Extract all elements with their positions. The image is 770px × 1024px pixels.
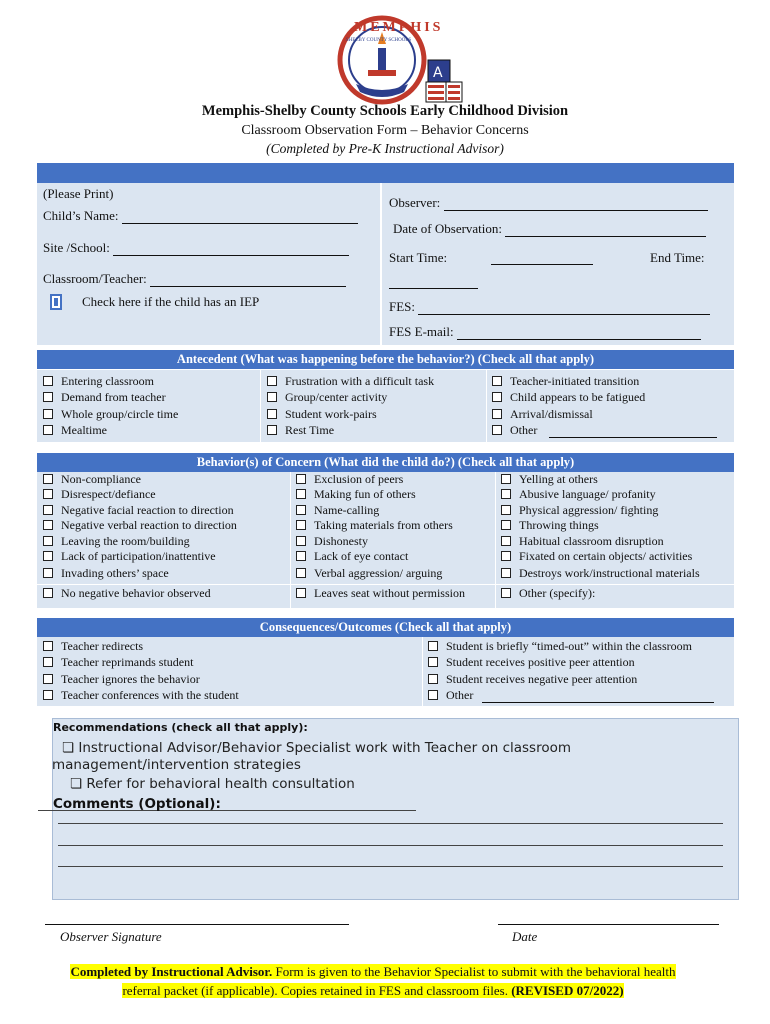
option-label: Taking materials from others — [314, 518, 453, 532]
district-logo — [332, 14, 444, 108]
checkbox-icon[interactable] — [43, 505, 53, 515]
checkbox-option[interactable] — [492, 390, 645, 405]
checkbox-icon[interactable] — [43, 489, 53, 499]
comment-line-1[interactable] — [58, 823, 723, 824]
behavior-heading: Behavior(s) of Concern (What did the child do?) (Check all that apply) — [37, 453, 734, 472]
date-of-observation-field[interactable] — [393, 221, 706, 237]
checkbox-option[interactable] — [43, 390, 166, 405]
option-label: Yelling at others — [519, 472, 598, 486]
checkbox-icon[interactable] — [43, 588, 53, 598]
option-label: Non-compliance — [61, 472, 141, 486]
iep-label: Check here if the child has an IEP — [82, 294, 260, 309]
checkbox-icon[interactable] — [296, 536, 306, 546]
checkbox-option[interactable] — [492, 423, 537, 438]
option-label: Making fun of others — [314, 487, 416, 501]
option-label: Name-calling — [314, 503, 380, 517]
checkbox-option[interactable] — [492, 374, 639, 389]
checkbox-option[interactable] — [492, 407, 593, 422]
checkbox-option[interactable] — [43, 503, 234, 518]
comment-line-3[interactable] — [58, 866, 723, 867]
checkbox-option[interactable] — [501, 518, 599, 533]
rec-instructional-advisor-cont: management/intervention strategies — [52, 757, 301, 773]
checkbox-option[interactable] — [43, 672, 200, 687]
option-label: Arrival/dismissal — [510, 407, 593, 421]
checkbox-icon[interactable] — [492, 376, 502, 386]
checkbox-icon[interactable] — [296, 474, 306, 484]
checkbox-icon[interactable] — [428, 674, 438, 684]
option-label: Leaving the room/building — [61, 534, 190, 548]
date-of-observation-label: Date of Observation: — [393, 221, 503, 236]
checkbox-icon[interactable] — [43, 376, 53, 386]
fes-email-label: FES E-mail: — [389, 324, 454, 339]
option-label: Child appears to be fatigued — [510, 390, 646, 404]
checkbox-icon[interactable] — [501, 520, 511, 530]
footer-note — [50, 962, 696, 1000]
option-label: Student work-pairs — [285, 407, 377, 421]
option-label: Other (specify): — [519, 586, 596, 600]
option-label: Verbal aggression/ arguing — [314, 566, 443, 580]
recommendations-title: Recommendations (check all that apply): — [53, 721, 308, 734]
checkbox-icon[interactable] — [492, 425, 502, 435]
option-label: Leaves seat without permission — [314, 586, 465, 600]
checkbox-option[interactable] — [43, 534, 190, 549]
checkbox-option[interactable] — [296, 566, 442, 581]
checkbox-icon[interactable] — [296, 588, 306, 598]
checkbox-icon[interactable] — [43, 690, 53, 700]
checkbox-option[interactable] — [43, 586, 211, 601]
checkbox-icon[interactable] — [296, 520, 306, 530]
checkbox-icon[interactable] — [43, 474, 53, 484]
checkbox-option[interactable] — [267, 374, 434, 389]
checkbox-option[interactable] — [428, 655, 635, 670]
option-label: Rest Time — [285, 423, 335, 437]
checkbox-icon[interactable] — [501, 551, 511, 561]
option-label: Student receives positive peer attention — [446, 655, 635, 669]
footer-text-1: Form is given to the Behavior Specialist to submit with the behavioral health — [272, 964, 676, 979]
other-consequence-line[interactable] — [482, 702, 714, 703]
option-label: Student receives negative peer attention — [446, 672, 638, 686]
fes-field[interactable] — [389, 299, 710, 315]
toy-blocks-icon — [424, 58, 464, 104]
checkbox-option[interactable] — [296, 487, 416, 502]
option-label: Other — [510, 423, 538, 437]
footer-bold-lead: Completed by Instructional Advisor. — [70, 964, 273, 979]
checkbox-option[interactable] — [501, 566, 700, 581]
start-time-input[interactable] — [491, 264, 593, 265]
checkbox-option[interactable] — [43, 639, 143, 654]
checkbox-icon[interactable] — [267, 409, 277, 419]
form-note: (Completed by Pre-K Instructional Advisor) — [266, 141, 504, 156]
option-label: Mealtime — [61, 423, 107, 437]
fes-label: FES: — [389, 299, 416, 314]
option-label: Student is briefly “timed-out” within the classroom — [446, 639, 692, 653]
checkbox-option[interactable] — [267, 390, 387, 405]
checkbox-icon[interactable] — [267, 392, 277, 402]
end-time-input[interactable] — [389, 288, 478, 289]
option-label: Dishonesty — [314, 534, 368, 548]
option-label: Frustration with a difficult task — [285, 374, 435, 388]
checkbox-icon[interactable] — [428, 690, 438, 700]
checkbox-icon[interactable] — [43, 657, 53, 667]
checkbox-option[interactable] — [296, 534, 368, 549]
observer-field[interactable] — [389, 195, 708, 211]
rec-behavioral-health[interactable]: ❏ Refer for behavioral health consultation — [70, 776, 355, 792]
checkbox-option[interactable] — [43, 407, 178, 422]
checkbox-option[interactable] — [43, 423, 107, 438]
fes-email-field[interactable] — [389, 324, 701, 340]
checkbox-option[interactable] — [267, 423, 334, 438]
checkbox-option[interactable] — [501, 503, 658, 518]
checkbox-icon[interactable] — [296, 568, 306, 578]
other-antecedent-line[interactable] — [549, 437, 717, 438]
checkbox-icon[interactable] — [501, 489, 511, 499]
option-label: Group/center activity — [285, 390, 388, 404]
option-label: Throwing things — [519, 518, 599, 532]
comment-line-2[interactable] — [58, 845, 723, 846]
checkbox-option[interactable] — [43, 566, 169, 581]
checkbox-icon[interactable] — [501, 536, 511, 546]
checkbox-icon[interactable] — [501, 474, 511, 484]
checkbox-option[interactable] — [43, 655, 193, 670]
checkbox-option[interactable] — [43, 688, 239, 703]
consequences-heading: Consequences/Outcomes (Check all that apply) — [37, 618, 734, 637]
logo-text: MEMPHIS — [354, 20, 444, 35]
date-label: Date — [512, 929, 538, 944]
checkbox-icon[interactable] — [296, 505, 306, 515]
childs-name-label: Child’s Name: — [43, 208, 119, 223]
checkbox-icon[interactable] — [492, 409, 502, 419]
option-label: Exclusion of peers — [314, 472, 404, 486]
option-label: Other — [446, 688, 474, 702]
option-label: Whole group/circle time — [61, 407, 179, 421]
checkbox-icon[interactable] — [428, 641, 438, 651]
option-label: Invading others’ space — [61, 566, 169, 580]
checkbox-option[interactable] — [43, 518, 237, 533]
checkbox-option[interactable] — [501, 487, 656, 502]
checkbox-icon[interactable] — [296, 551, 306, 561]
childs-name-field[interactable] — [43, 208, 358, 224]
comments-label: Comments (Optional): — [53, 796, 221, 812]
classroom-teacher-label: Classroom/Teacher: — [43, 271, 147, 286]
option-label: Abusive language/ profanity — [519, 487, 656, 501]
option-label: Habitual classroom disruption — [519, 534, 664, 548]
checkbox-option[interactable] — [501, 586, 595, 601]
checkbox-option[interactable] — [43, 549, 216, 564]
classroom-teacher-field[interactable] — [43, 271, 346, 287]
checkbox-option[interactable] — [43, 472, 141, 487]
checkbox-option[interactable] — [501, 472, 598, 487]
option-label: Lack of participation/inattentive — [61, 549, 216, 563]
option-label: Lack of eye contact — [314, 549, 409, 563]
checkbox-icon[interactable] — [501, 568, 511, 578]
checkbox-icon[interactable] — [43, 392, 53, 402]
please-print-label: (Please Print) — [43, 186, 114, 201]
checkbox-icon[interactable] — [296, 489, 306, 499]
option-label: Disrespect/defiance — [61, 487, 156, 501]
option-label: Entering classroom — [61, 374, 154, 388]
footer-revised: (REVISED 07/2022) — [511, 983, 624, 998]
checkbox-option[interactable] — [296, 586, 465, 601]
checkbox-icon[interactable] — [267, 376, 277, 386]
checkbox-icon[interactable] — [501, 505, 511, 515]
iep-checkbox[interactable] — [50, 294, 62, 310]
checkbox-option[interactable] — [296, 549, 408, 564]
checkbox-icon[interactable] — [428, 657, 438, 667]
footer-text-2: referral packet (if applicable). Copies retained in FES and classroom files. — [122, 983, 512, 998]
checkbox-icon[interactable] — [43, 674, 53, 684]
checkbox-icon[interactable] — [43, 641, 53, 651]
form-title: Memphis-Shelby County Schools Early Childhood Division — [201, 103, 569, 119]
checkbox-icon[interactable] — [43, 536, 53, 546]
option-label: Physical aggression/ fighting — [519, 503, 659, 517]
observer-label: Observer: — [389, 195, 441, 210]
checkbox-icon[interactable] — [43, 425, 53, 435]
option-label: Demand from teacher — [61, 390, 166, 404]
checkbox-option[interactable] — [501, 549, 692, 564]
svg-text:A: A — [433, 65, 443, 81]
site-school-field[interactable] — [43, 240, 349, 256]
checkbox-icon[interactable] — [43, 520, 53, 530]
option-label: Teacher redirects — [61, 639, 144, 653]
option-label: Teacher-initiated transition — [510, 374, 640, 388]
info-header-bar — [37, 163, 734, 183]
option-label: No negative behavior observed — [61, 586, 211, 600]
option-label: Negative facial reaction to direction — [61, 503, 234, 517]
start-time-label: Start Time: — [389, 250, 448, 265]
checkbox-option[interactable] — [267, 407, 377, 422]
date-line[interactable] — [498, 924, 719, 925]
option-label: Teacher conferences with the student — [61, 688, 239, 702]
rec-instructional-advisor[interactable]: ❏ Instructional Advisor/Behavior Specialist work with Teacher on classroom — [62, 740, 571, 756]
option-label: Destroys work/instructional materials — [519, 566, 700, 580]
checkbox-icon[interactable] — [492, 392, 502, 402]
site-school-label: Site /School: — [43, 240, 110, 255]
checkbox-icon[interactable] — [267, 425, 277, 435]
checkbox-option[interactable] — [296, 503, 379, 518]
form-subtitle: Classroom Observation Form – Behavior Concerns — [241, 123, 529, 138]
observer-signature-line[interactable] — [45, 924, 349, 925]
checkbox-option[interactable] — [296, 518, 453, 533]
end-time-label: End Time: — [650, 250, 705, 265]
checkbox-option[interactable] — [43, 374, 154, 389]
checkbox-option[interactable] — [296, 472, 403, 487]
checkbox-option[interactable] — [501, 534, 664, 549]
logo-subtext: SHELBY COUNTY SCHOOLS — [346, 38, 412, 43]
checkbox-icon[interactable] — [43, 568, 53, 578]
checkbox-option[interactable] — [43, 487, 156, 502]
option-label: Negative verbal reaction to direction — [61, 518, 237, 532]
observer-signature-label: Observer Signature — [60, 929, 162, 944]
option-label: Teacher ignores the behavior — [61, 672, 200, 686]
checkbox-icon[interactable] — [43, 409, 53, 419]
checkbox-option[interactable] — [428, 639, 692, 654]
checkbox-icon[interactable] — [501, 588, 511, 598]
option-label: Teacher reprimands student — [61, 655, 194, 669]
option-label: Fixated on certain objects/ activities — [519, 549, 693, 563]
checkbox-option[interactable] — [428, 688, 473, 703]
checkbox-icon[interactable] — [43, 551, 53, 561]
antecedent-heading: Antecedent (What was happening before the behavior?) (Check all that apply) — [37, 350, 734, 369]
checkbox-option[interactable] — [428, 672, 637, 687]
